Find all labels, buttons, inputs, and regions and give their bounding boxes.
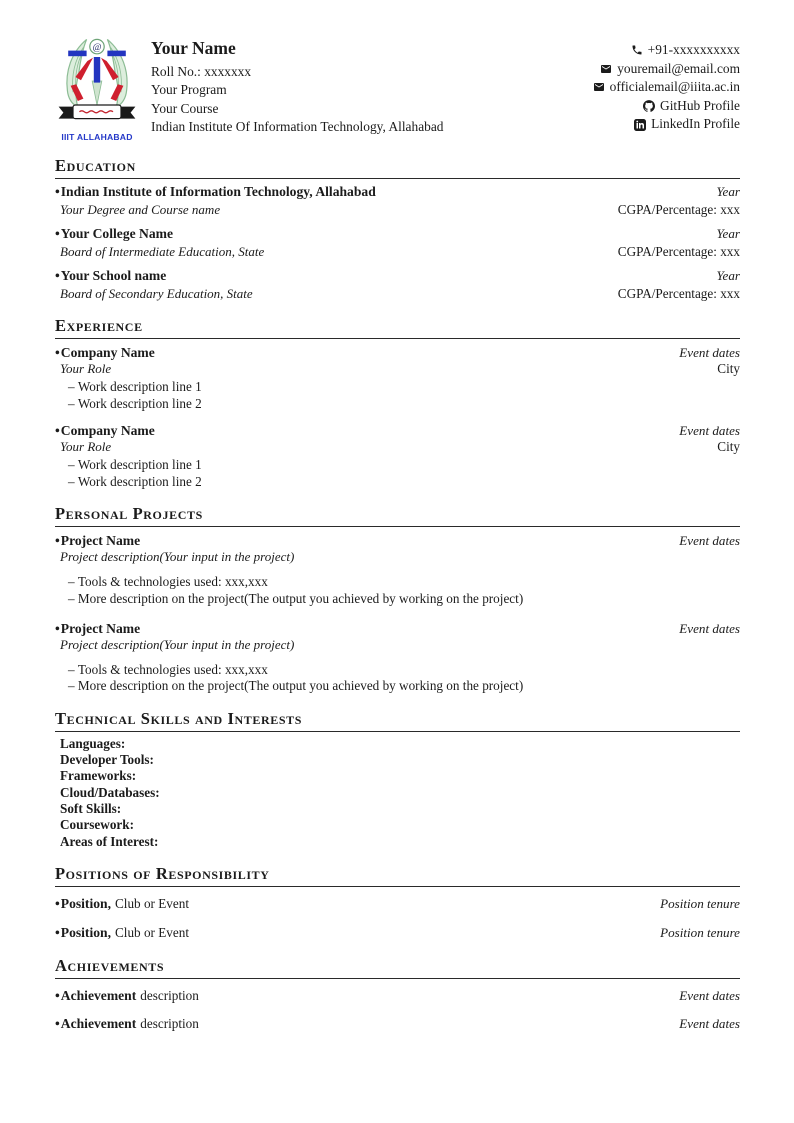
contact-email-official[interactable] [593,78,740,97]
education-score: CGPA/Percentage: xxx [617,286,740,301]
github-icon [643,100,655,112]
section-title-skills: Technical Skills and Interests [55,709,740,732]
achievement-title: • Achievement [55,1016,136,1031]
skill-label: Frameworks: [60,768,137,784]
education-year: Year [716,184,740,199]
achievement-item [55,987,740,1005]
email-official-text: officialemail@iiita.ac.in [609,79,740,95]
achievement-detail: description [140,987,199,1003]
project-detail-list [55,574,740,607]
phone-icon [631,44,643,56]
achievement-detail: description [140,1015,199,1031]
envelope-icon [593,81,605,93]
projects-section [55,533,740,694]
achievement-title: • Achievement [55,988,136,1003]
skill-label: Developer Tools: [60,752,154,768]
project-name: • Project Name [55,621,140,637]
position-title: • Position, [55,925,111,940]
contact-phone[interactable] [593,41,740,60]
achievements-section [55,987,740,1033]
education-institution: • Your College Name [55,226,173,242]
achievement-text [55,1015,199,1033]
linkedin-text: LinkedIn Profile [651,116,740,132]
contact-email-personal[interactable] [593,60,740,79]
skill-label: Soft Skills: [60,800,122,816]
identity-block [151,36,443,136]
experience-item [55,423,740,490]
logo-caption: IIIT ALLAHABAD [61,132,133,142]
role: Your Role [60,361,112,376]
institute-logo [56,36,138,142]
positions-section [55,895,740,942]
education-score: CGPA/Percentage: xxx [617,244,740,259]
section-title-education: Education [55,156,740,179]
education-degree: Board of Intermediate Education, State [60,244,265,259]
position-text [55,895,189,913]
project-detail-line: – Tools & technologies used: xxx,xxx [68,662,740,679]
work-description-line: – Work description line 2 [68,474,740,491]
project-detail-line: – Tools & technologies used: xxx,xxx [68,574,740,591]
contact-block [593,36,740,134]
svg-text:@: @ [92,41,102,53]
experience-item [55,345,740,412]
phone-text: +91-xxxxxxxxxx [647,42,740,57]
company-name: • Company Name [55,345,155,361]
event-dates: Event dates [679,533,740,549]
work-description-list [55,457,740,490]
linkedin-icon [634,119,646,131]
email-personal-text: youremail@email.com [617,60,740,76]
achievement-dates: Event dates [679,1015,740,1031]
achievement-dates: Event dates [679,987,740,1003]
education-year: Year [716,268,740,283]
work-description-line: – Work description line 2 [68,396,740,413]
program: Your Program [151,82,227,98]
position-text [55,924,189,942]
position-tenure: Position tenure [660,895,740,911]
experience-section [55,345,740,490]
roll-number: Roll No.: xxxxxxx [151,64,252,79]
city: City [717,439,740,455]
section-title-positions: Positions of Responsibility [55,864,740,887]
section-title-experience: Experience [55,316,740,339]
project-item [55,533,740,607]
work-description-line: – Work description line 1 [68,457,740,474]
header [0,0,794,142]
education-year: Year [716,226,740,241]
education-item [55,268,740,302]
role: Your Role [60,439,112,455]
project-detail-list [55,662,740,695]
skill-label: Areas of Interest: [60,833,159,849]
github-text: GitHub Profile [660,97,740,113]
work-description-list [55,379,740,412]
position-detail: Club or Event [115,895,189,911]
education-institution: • Your School name [55,268,166,284]
position-detail: Club or Event [115,924,189,940]
contact-github[interactable] [593,97,740,116]
education-section [55,184,740,302]
education-item [55,226,740,260]
project-detail-line: – More description on the project(The output you achieved by working on the project) [68,591,740,608]
project-description: Project description(Your input in the project) [60,549,295,565]
position-title: • Position, [55,896,111,911]
position-item [55,924,740,942]
institute-name: Indian Institute Of Information Technology, Allahabad [151,118,444,134]
skill-label: Cloud/Databases: [60,784,160,800]
project-item [55,621,740,695]
candidate-name: Your Name [151,38,236,58]
event-dates: Event dates [679,423,740,439]
section-title-achievements: Achievements [55,956,740,979]
event-dates: Event dates [679,620,740,636]
course: Your Course [151,100,219,116]
iiita-emblem-icon [57,36,137,126]
project-name: • Project Name [55,533,140,549]
education-institution: • Indian Institute of Information Technology, Allahabad [55,184,376,200]
skill-label: Coursework: [60,817,134,833]
envelope-icon [600,63,612,75]
skill-label: Languages: [60,735,126,751]
section-title-projects: Personal Projects [55,504,740,527]
education-item [55,184,740,218]
city: City [717,361,740,376]
education-degree: Your Degree and Course name [60,202,221,217]
achievement-text [55,987,199,1005]
education-degree: Board of Secondary Education, State [60,286,253,301]
company-name: • Company Name [55,423,155,439]
education-score: CGPA/Percentage: xxx [617,202,740,217]
position-tenure: Position tenure [660,924,740,940]
achievement-item [55,1015,740,1033]
skills-section [55,736,740,850]
event-dates: Event dates [679,345,740,360]
resume-body [0,156,794,1033]
project-detail-line: – More description on the project(The output you achieved by working on the project) [68,678,740,695]
contact-linkedin[interactable] [593,115,740,134]
work-description-line: – Work description line 1 [68,379,740,396]
position-item [55,895,740,913]
project-description: Project description(Your input in the project) [60,636,295,652]
